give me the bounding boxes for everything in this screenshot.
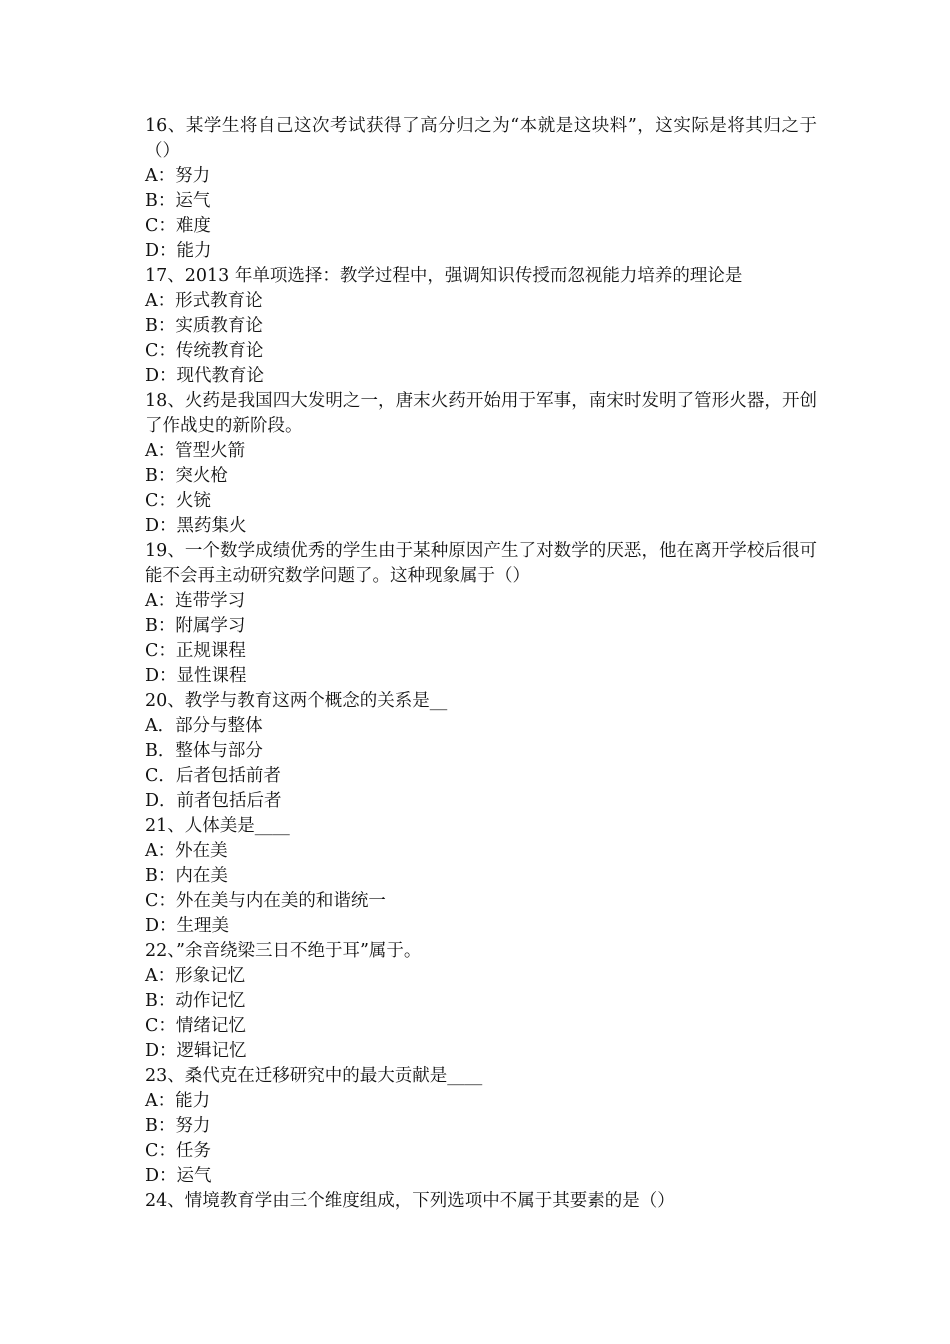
option-b: B：突火枪 [145,466,228,486]
option-a: A：能力 [145,1091,211,1111]
option-d: D：能力 [145,241,212,261]
option-b: B：实质教育论 [145,316,263,336]
question-22 [145,939,817,1064]
option-b: B：运气 [145,191,211,211]
question-20 [145,689,817,814]
option-c: C：情绪记忆 [145,1016,246,1036]
option-a: A：连带学习 [145,591,246,611]
option-c: C：火铳 [145,491,211,511]
option-d: D：运气 [145,1166,212,1186]
question-stem: 20、教学与教育这两个概念的关系是__ [145,691,448,711]
question-16 [145,114,817,264]
option-c: C．后者包括前者 [145,766,281,786]
option-b: B：努力 [145,1116,211,1136]
option-c: C：难度 [145,216,211,236]
option-b: B：内在美 [145,866,228,886]
option-b: B．整体与部分 [145,741,263,761]
option-d: D：显性课程 [145,666,247,686]
option-c: C：任务 [145,1141,211,1161]
option-d: D：生理美 [145,916,230,936]
question-24 [145,1189,817,1214]
option-c: C：正规课程 [145,641,246,661]
option-a: A：形式教育论 [145,291,263,311]
question-stem: 19、一个数学成绩优秀的学生由于某种原因产生了对数学的厌恶，他在离开学校后很可能不会再主动研究数学问题了。这种现象属于（） [145,541,817,586]
question-17 [145,264,817,389]
question-stem: 17、2013 年单项选择：教学过程中，强调知识传授而忽视能力培养的理论是 [145,266,743,286]
option-a: A．部分与整体 [145,716,263,736]
option-c: C：外在美与内在美的和谐统一 [145,891,386,911]
option-a: A：外在美 [145,841,228,861]
question-stem: 22、”余音绕梁三日不绝于耳”属于。 [145,941,422,961]
option-d: D：现代教育论 [145,366,265,386]
option-a: A：努力 [145,166,211,186]
option-b: B：附属学习 [145,616,246,636]
question-stem: 16、某学生将自己这次考试获得了高分归之为“本就是这块料”，这实际是将其归之于（） [145,116,817,161]
option-c: C：传统教育论 [145,341,264,361]
question-21 [145,814,817,939]
option-d: D：黑药集火 [145,516,247,536]
option-a: A：形象记忆 [145,966,246,986]
question-stem: 18、火药是我国四大发明之一，唐末火药开始用于军事，南宋时发明了管形火器，开创了作战史的新阶段。 [145,391,817,436]
question-stem: 24、情境教育学由三个维度组成，下列选项中不属于其要素的是（） [145,1191,675,1211]
question-stem: 21、人体美是____ [145,816,290,836]
question-23 [145,1064,817,1189]
option-d: D：逻辑记忆 [145,1041,247,1061]
option-b: B：动作记忆 [145,991,246,1011]
question-list [145,114,817,1214]
question-stem: 23、桑代克在迁移研究中的最大贡献是____ [145,1066,483,1086]
question-18 [145,389,817,539]
option-a: A：管型火箭 [145,441,246,461]
option-d: D．前者包括后者 [145,791,282,811]
question-19 [145,539,817,689]
